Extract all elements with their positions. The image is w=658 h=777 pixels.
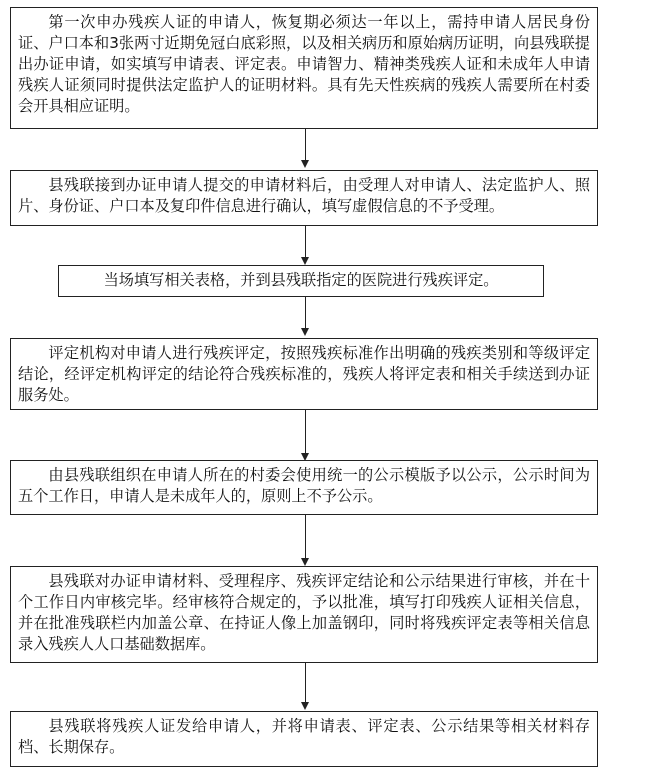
arrow-head-icon bbox=[301, 328, 309, 336]
arrow-head-icon bbox=[301, 702, 309, 710]
arrow-head-icon bbox=[301, 160, 309, 168]
step-2-text: 县残联接到办证申请人提交的申请材料后，由受理人对申请人、法定监护人、照片、身份证、户口本及复印件信息进行确认，填写虚假信息的不予受理。 bbox=[18, 176, 590, 215]
step-4-box bbox=[10, 338, 598, 410]
step-3-text: 当场填写相关表格，并到县残联指定的医院进行残疾评定。 bbox=[103, 271, 499, 289]
step-1-box bbox=[10, 7, 598, 129]
step-6-text: 县残联对办证申请材料、受理程序、残疾评定结论和公示结果进行审核，并在十个工作日内审核完毕。经审核符合规定的，予以批准，填写打印残疾人证相关信息，并在批准残联栏内加盖公章、在持证人像上加盖钢印，同时将残疾评定表等相关信息录入残疾人人口基础数据库。 bbox=[18, 572, 590, 653]
step-5-text: 由县残联组织在申请人所在的村委会使用统一的公示模版予以公示，公示时间为五个工作日，申请人是未成年人的，原则上不予公示。 bbox=[18, 466, 590, 505]
step-4-text: 评定机构对申请人进行残疾评定，按照残疾标准作出明确的残疾类别和等级评定结论，经评定机构评定的结论符合残疾标准的，残疾人将评定表和相关手续送到办证服务处。 bbox=[18, 344, 590, 404]
step-1-text: 第一次申办残疾人证的申请人，恢复期必须达一年以上，需持申请人居民身份证、户口本和3张两寸近期免冠白底彩照，以及相关病历和原始病历证明，向县残联提出办证申请，如实填写申请表、评定表。申请智力、精神类残疾人证和未成年人申请残疾人证须同时提供法定监护人的证明材料。具有先天性疾病的残疾人需要所在村委会开具相应证明。 bbox=[18, 13, 590, 115]
step-7-text: 县残联将残疾人证发给申请人，并将申请表、评定表、公示结果等相关材料存档、长期保存。 bbox=[18, 717, 590, 756]
step-7-box bbox=[10, 711, 598, 767]
step-2-box bbox=[10, 170, 598, 226]
step-6-box bbox=[10, 566, 598, 663]
arrow-head-icon bbox=[301, 257, 309, 265]
arrow-head-icon bbox=[301, 558, 309, 566]
step-3-box bbox=[58, 265, 544, 297]
step-5-box bbox=[10, 460, 598, 515]
